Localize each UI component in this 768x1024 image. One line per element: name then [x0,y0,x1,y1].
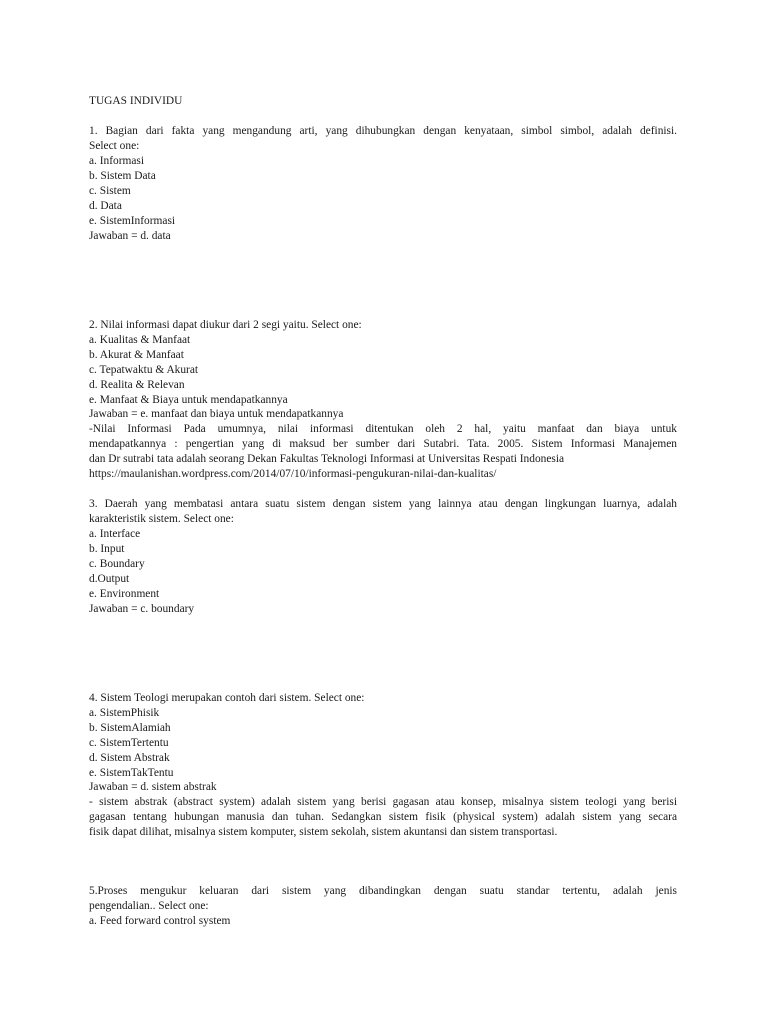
question-2-option-d: d. Realita & Relevan [89,379,185,391]
question-2-option-e: e. Manfaat & Biaya untuk mendapatkannya [89,394,288,406]
question-1-option-d: d. Data [89,200,122,212]
question-2-option-b: b. Akurat & Manfaat [89,349,184,361]
question-3-option-e: e. Environment [89,588,160,600]
question-4-option-d: d. Sistem Abstrak [89,752,170,764]
question-4-text: 4. Sistem Teologi merupakan contoh dari sistem. Select one: [89,692,365,704]
question-1-option-e: e. SistemInformasi [89,215,176,227]
question-3-text-line-2: karakteristik sistem. Select one: [89,513,234,525]
question-5-text-line-1: 5.Proses mengukur keluaran dari sistem yang dibandingkan dengan suatu standar tertentu, adalah jenis [89,885,677,897]
question-4-answer: Jawaban = d. sistem abstrak [89,781,217,793]
question-2-explanation-line-1: -Nilai Informasi Pada umumnya, nilai informasi ditentukan oleh 2 hal, yaitu manfaat dan biaya untuk [89,423,677,435]
question-4-explanation-line-3: fisik dapat dilihat, misalnya sistem komputer, sistem sekolah, sistem akuntansi dan sistem transportasi. [89,826,558,838]
question-1-option-c: c. Sistem [89,185,131,197]
question-2-explanation-line-2: mendapatkannya : pengertian yang di maksud ber sumber dari Sutabri. Tata. 2005. Sistem Informasi Manajemen [89,438,677,450]
question-3-text-line-1: 3. Daerah yang membatasi antara suatu sistem dengan sistem yang lainnya atau dengan lingkungan luarnya, adalah [89,498,677,510]
question-3-option-a: a. Interface [89,528,141,540]
question-3-option-d: d.Output [89,573,130,585]
question-4-option-a: a. SistemPhisik [89,707,160,719]
question-2-explanation-line-3: dan Dr sutrabi tata adalah seorang Dekan Fakultas Teknologi Informasi at Universitas Respati Indonesia [89,453,565,465]
question-1-select: Select one: [89,140,140,152]
question-2-source-url: https://maulanishan.wordpress.com/2014/07/10/informasi-pengukuran-nilai-dan-kualitas/ [89,468,497,480]
question-2-text: 2. Nilai informasi dapat diukur dari 2 segi yaitu. Select one: [89,319,362,331]
question-1-text: 1. Bagian dari fakta yang mengandung arti, yang dihubungkan dengan kenyataan, simbol simbol, adalah definisi. [89,125,677,137]
question-4-explanation-line-2: gagasan tentang hubungan manusia dan tuhan. Sedangkan sistem fisik (physical system) adalah sistem yang secara [89,811,677,823]
question-1-answer: Jawaban = d. data [89,230,171,242]
question-5-text-line-2: pengendalian.. Select one: [89,900,209,912]
page-title: TUGAS INDIVIDU [89,95,183,107]
question-2-option-c: c. Tepatwaktu & Akurat [89,364,199,376]
question-3-answer: Jawaban = c. boundary [89,603,195,615]
question-3-option-c: c. Boundary [89,558,145,570]
question-1-option-a: a. Informasi [89,155,145,167]
question-2-answer: Jawaban = e. manfaat dan biaya untuk mendapatkannya [89,408,344,420]
question-4-explanation-line-1: - sistem abstrak (abstract system) adalah sistem yang berisi gagasan atau konsep, misalnya sistem teologi yang berisi [89,796,677,808]
question-1-option-b: b. Sistem Data [89,170,156,182]
question-4-option-c: c. SistemTertentu [89,737,169,749]
question-4-option-b: b. SistemAlamiah [89,722,171,734]
question-5-option-a: a. Feed forward control system [89,915,231,927]
question-4-option-e: e. SistemTakTentu [89,767,174,779]
question-3-option-b: b. Input [89,543,125,555]
question-2-option-a: a. Kualitas & Manfaat [89,334,191,346]
